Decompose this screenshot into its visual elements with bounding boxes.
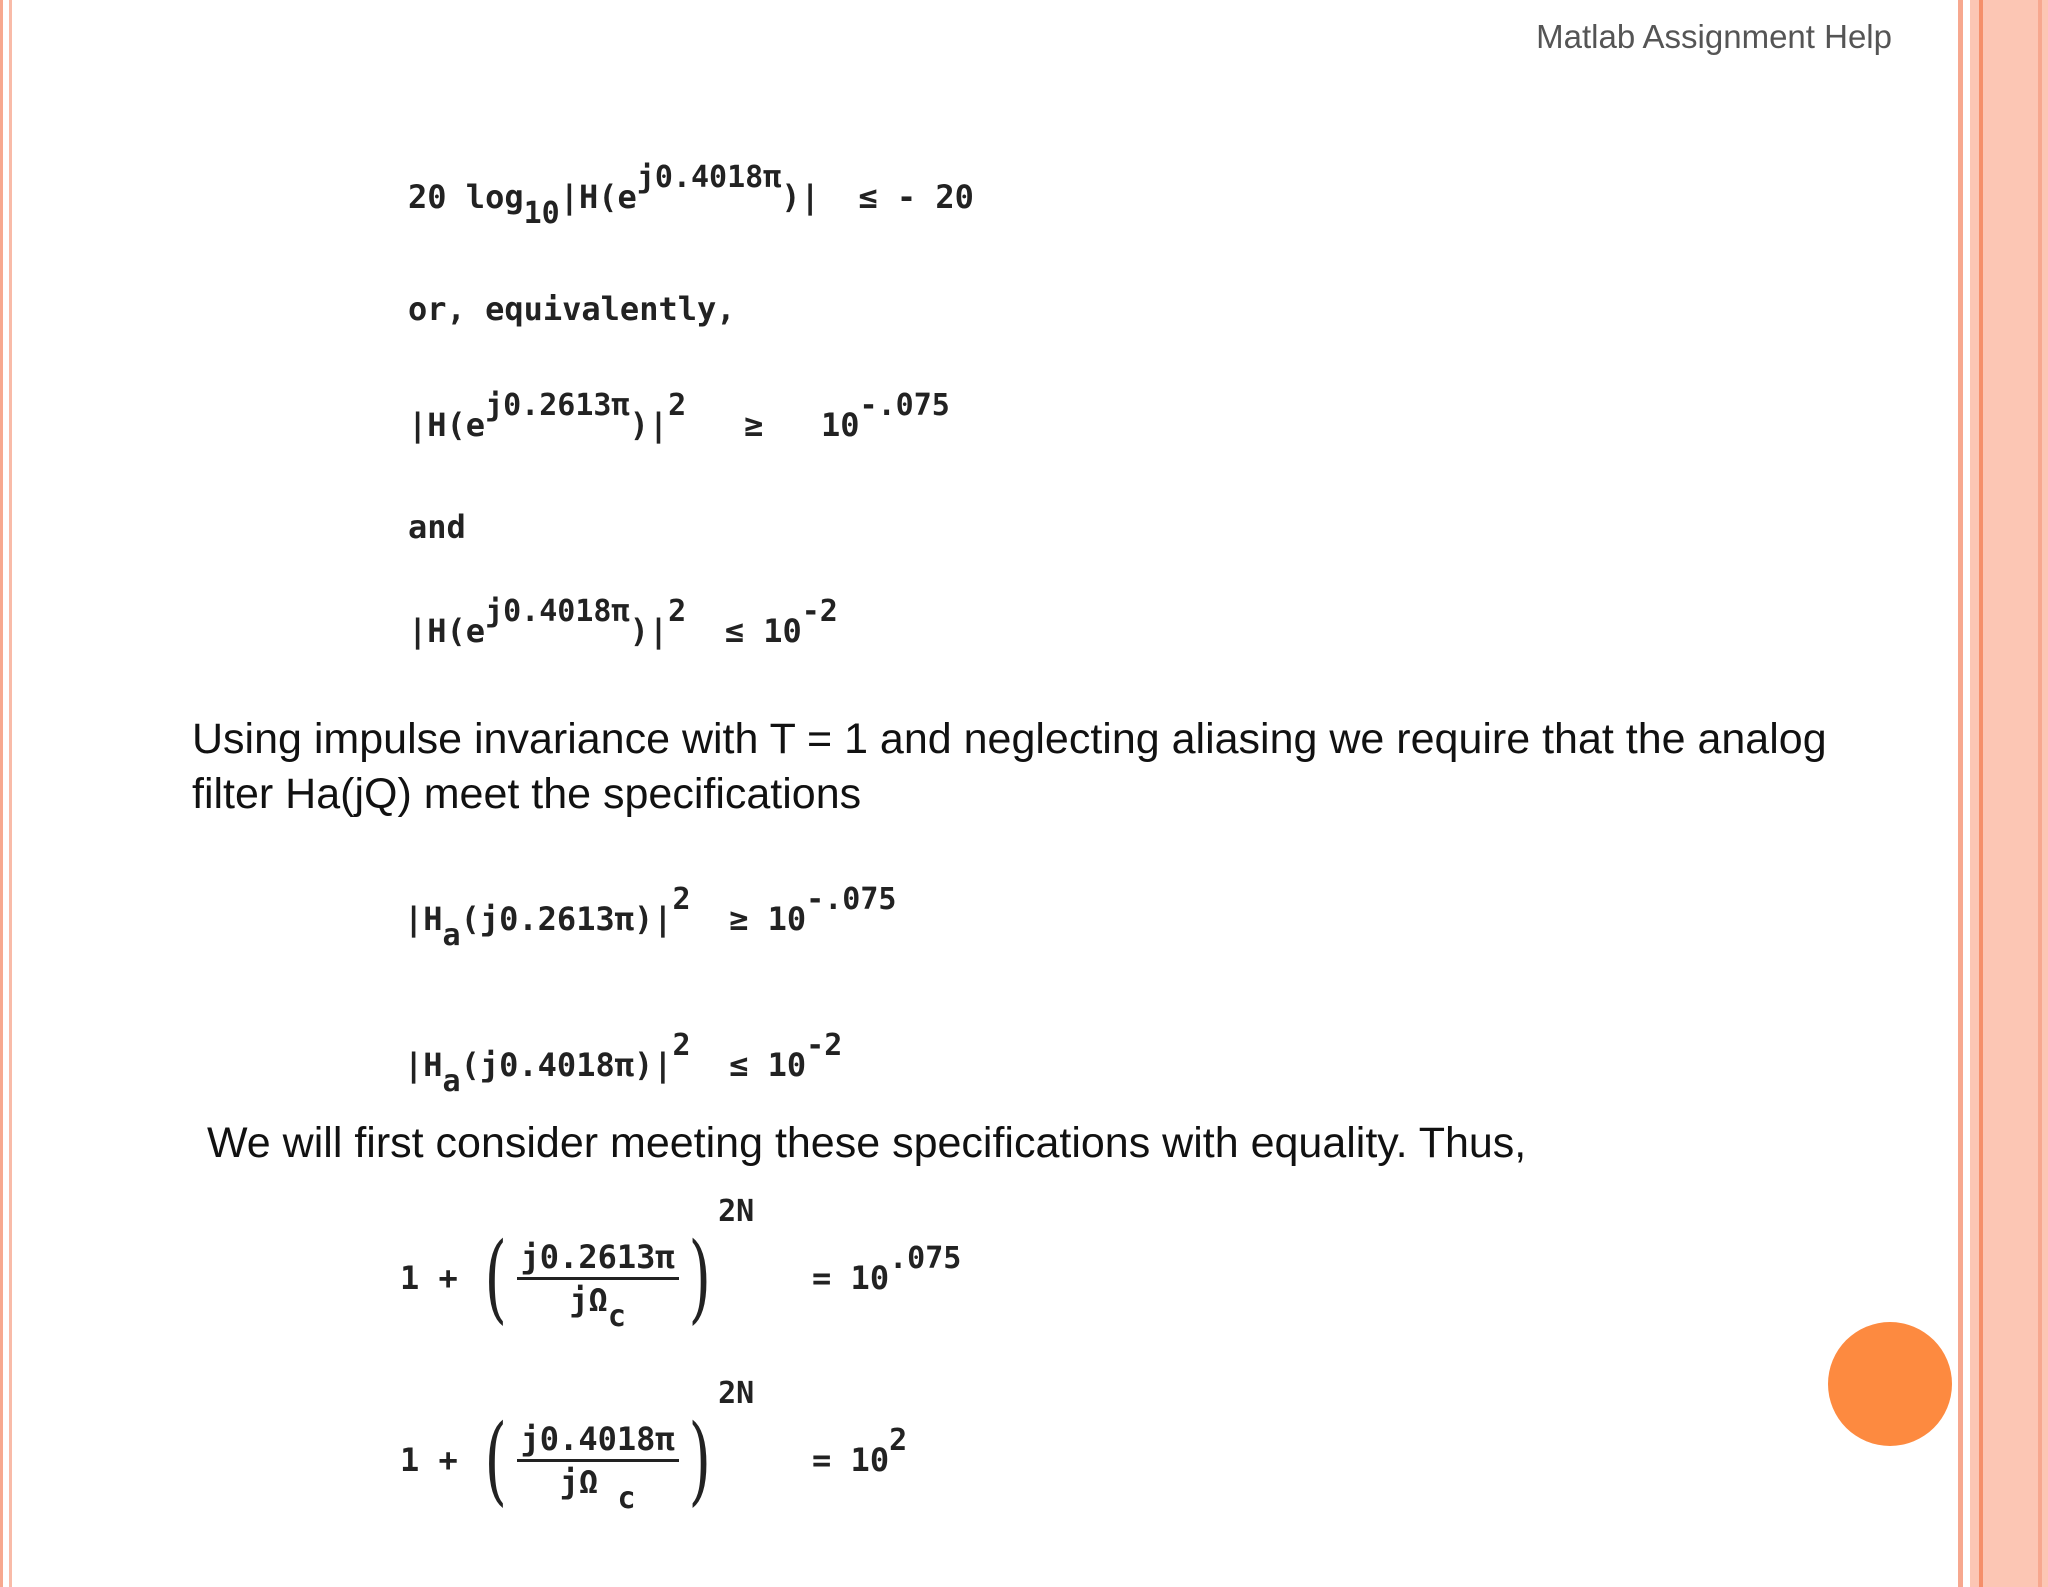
eq1-log-base: 10 <box>523 196 560 231</box>
eq6-rhs-base: 10 <box>850 1259 890 1297</box>
eq1-prefix: 20 log <box>408 178 524 216</box>
eq6-right-paren: ) <box>688 1222 711 1334</box>
eq2-rhs-exponent: -.075 <box>859 388 950 423</box>
eq3-exponent: j0.4018π <box>485 594 630 629</box>
eq7-right-paren: ) <box>688 1404 711 1516</box>
eq3-rhs-base: 10 <box>763 612 802 650</box>
decorative-circle <box>1828 1322 1952 1446</box>
eq6-numerator: j0.2613π <box>517 1237 679 1280</box>
eq6-fraction <box>517 1237 679 1334</box>
eq7-denominator <box>559 1462 636 1516</box>
eq7-denominator-sub: c <box>617 1480 636 1516</box>
eq1-relation: ≤ <box>858 178 878 216</box>
eq5-open: |H <box>404 1046 443 1084</box>
eq3-arg-open: |H(e <box>408 612 486 650</box>
left-border-line-inner <box>9 0 12 1587</box>
eq5-rhs-exponent: -2 <box>806 1028 843 1063</box>
eq5-power: 2 <box>672 1028 691 1063</box>
eq6-denominator-main: jΩ <box>569 1280 608 1319</box>
eq6-lead: 1 + <box>400 1259 458 1297</box>
equation-butterworth-passband <box>400 1194 962 1334</box>
eq6-left-paren: ( <box>484 1222 508 1334</box>
eq6-rhs-exponent: .075 <box>889 1241 962 1276</box>
left-border-line <box>0 0 3 1587</box>
header-brand: Matlab Assignment Help <box>1536 18 1892 55</box>
right-border-edge <box>2038 0 2042 1587</box>
eq2-rhs-base: 10 <box>821 406 860 444</box>
eq4-relation: ≥ <box>729 900 749 938</box>
eq7-rhs <box>850 1423 908 1479</box>
paragraph-equality: We will first consider meeting these specifications with equality. Thus, <box>207 1119 1527 1167</box>
eq1-rhs: - 20 <box>896 178 974 216</box>
eq2-arg-close: )| <box>629 406 669 444</box>
eq6-denominator <box>569 1280 626 1334</box>
eq3-arg-close: )| <box>629 612 669 650</box>
eq2-arg-open: |H(e <box>408 406 486 444</box>
eq6-power: 2N <box>718 1194 755 1229</box>
equation-analog-stopband <box>404 1028 843 1099</box>
eq4-subscript: a <box>442 918 461 953</box>
eq3-power: 2 <box>668 594 687 629</box>
eq7-equals: = <box>812 1441 832 1479</box>
eq4-rhs-base: 10 <box>767 900 807 938</box>
eq4-rhs-exponent: -.075 <box>806 882 897 917</box>
eq6-equals: = <box>812 1259 832 1297</box>
eq4-arg: (j0.2613π)| <box>460 900 673 938</box>
eq1-arg-open: |H(e <box>559 178 637 216</box>
text-and: and <box>408 508 466 546</box>
eq7-rhs-exponent: 2 <box>889 1423 908 1458</box>
text-equivalently: or, equivalently, <box>408 290 736 328</box>
eq5-rhs-base: 10 <box>767 1046 807 1084</box>
equation-analog-passband <box>404 882 897 953</box>
eq6-denominator-sub: c <box>607 1298 626 1334</box>
eq5-subscript: a <box>442 1064 461 1099</box>
eq1-arg-close: )| <box>781 178 820 216</box>
eq5-relation: ≤ <box>729 1046 749 1084</box>
eq4-power: 2 <box>672 882 691 917</box>
paragraph-impulse-invariance: Using impulse invariance with T = 1 and neglecting aliasing we require that the analog filter Ha(jQ) meet the specifications <box>192 715 1827 818</box>
right-border-line <box>1958 0 1963 1587</box>
eq7-lead: 1 + <box>400 1441 458 1479</box>
eq7-left-paren: ( <box>484 1404 508 1516</box>
eq3-relation: ≤ <box>724 612 744 650</box>
eq2-relation: ≥ <box>743 406 764 444</box>
eq3-rhs-exponent: -2 <box>801 594 838 629</box>
eq4-open: |H <box>404 900 443 938</box>
equation-butterworth-stopband <box>400 1376 908 1516</box>
eq7-fraction <box>517 1419 679 1516</box>
eq2-power: 2 <box>668 388 687 423</box>
eq1-exponent: j0.4018π <box>636 160 782 195</box>
eq6-rhs <box>850 1241 962 1297</box>
eq7-numerator: j0.4018π <box>517 1419 679 1462</box>
eq7-rhs-base: 10 <box>850 1441 890 1479</box>
eq7-power: 2N <box>718 1376 755 1411</box>
eq2-exponent: j0.2613π <box>485 388 630 423</box>
eq7-denominator-main: jΩ <box>559 1462 599 1501</box>
eq5-arg: (j0.4018π)| <box>460 1046 673 1084</box>
right-border-accent <box>1979 0 1983 1587</box>
